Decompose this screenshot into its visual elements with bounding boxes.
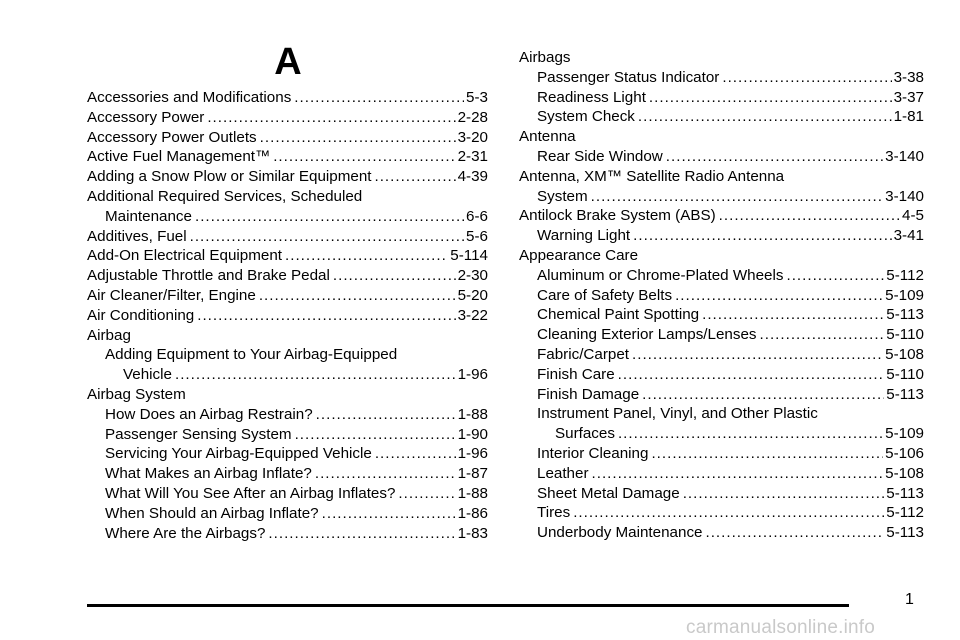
index-entry-label: What Makes an Airbag Inflate?	[105, 465, 312, 483]
index-entry-label: Accessories and Modifications	[87, 89, 292, 106]
index-entry	[87, 147, 488, 167]
dot-leader	[175, 365, 456, 385]
dot-leader	[190, 227, 464, 247]
index-entry	[519, 464, 924, 484]
index-entry	[519, 404, 924, 424]
index-entry	[87, 286, 488, 306]
index-entry	[87, 246, 488, 266]
index-entry	[87, 464, 488, 484]
index-entry-page: 5-3	[466, 89, 488, 106]
index-entry	[519, 286, 924, 306]
index-entry-label: Warning Light	[537, 227, 631, 245]
dot-leader	[632, 345, 883, 365]
dot-leader	[195, 207, 464, 227]
index-entry	[519, 206, 924, 226]
index-entry-label: Readiness Light	[537, 88, 646, 106]
index-entry	[519, 503, 924, 523]
index-entry-page: 3-22	[457, 306, 488, 324]
page-number: 1	[905, 591, 914, 608]
index-entry-page: 1-88	[457, 484, 488, 502]
index-entry-page: 2-30	[457, 267, 488, 285]
index-entry-page: 5-112	[886, 504, 924, 522]
dot-leader	[591, 187, 884, 207]
dot-leader	[592, 464, 884, 484]
dot-leader	[315, 464, 456, 484]
index-entry	[519, 107, 924, 127]
dot-leader	[573, 503, 884, 523]
dot-leader	[207, 108, 455, 128]
index-entry	[519, 88, 924, 108]
dot-leader	[719, 206, 900, 226]
index-entry-label: Sheet Metal Damage	[537, 484, 680, 502]
index-entry	[87, 345, 488, 365]
footer-rule	[87, 604, 849, 607]
index-entry	[87, 88, 488, 108]
index-entry-label: Add-On Electrical Equipment	[87, 247, 282, 265]
index-column-left	[87, 88, 488, 543]
index-entry-label: Maintenance	[105, 207, 192, 225]
dot-leader	[197, 306, 455, 326]
index-entry-label: Active Fuel Management™	[87, 148, 271, 166]
dot-leader	[618, 424, 883, 444]
index-entry	[87, 266, 488, 286]
index-entry-page: 5-110	[886, 365, 924, 383]
dot-leader	[398, 484, 455, 504]
index-entry-label: Air Conditioning	[87, 306, 195, 324]
index-entry-page: 3-20	[457, 128, 488, 146]
index-entry-page: 1-96	[457, 445, 488, 463]
index-entry	[87, 207, 488, 227]
index-entry	[519, 305, 924, 325]
index-entry-page: 3-41	[893, 227, 924, 245]
dot-leader	[642, 385, 884, 405]
index-entry-page: 1-90	[457, 425, 488, 443]
index-section-letter: A	[274, 41, 302, 83]
index-entry	[519, 365, 924, 385]
index-entry-page: 1-87	[457, 465, 488, 483]
index-entry	[519, 246, 924, 266]
dot-leader	[322, 504, 456, 524]
dot-leader	[295, 425, 456, 445]
index-entry	[519, 187, 924, 207]
index-entry	[519, 444, 924, 464]
index-entry-label: Finish Damage	[537, 385, 640, 403]
index-entry-page: 4-39	[457, 168, 488, 186]
index-entry-page: 5-108	[885, 464, 924, 482]
dot-leader	[374, 167, 455, 187]
dot-leader	[705, 523, 884, 543]
index-entry-page: 3-38	[893, 68, 924, 86]
index-entry-label: Servicing Your Airbag-Equipped Vehicle	[105, 445, 372, 463]
index-entry-label: Accessory Power	[87, 108, 205, 126]
index-entry	[519, 325, 924, 345]
index-entry-label: When Should an Airbag Inflate?	[105, 504, 319, 522]
index-entry	[87, 167, 488, 187]
index-entry-label: Cleaning Exterior Lamps/Lenses	[537, 326, 757, 344]
index-entry-label: Adding a Snow Plow or Similar Equipment	[87, 168, 372, 186]
index-entry-label: System	[537, 187, 588, 205]
index-entry-label: Antenna	[519, 128, 576, 146]
index-entry	[87, 524, 488, 544]
index-entry	[519, 127, 924, 147]
index-entry	[519, 48, 924, 68]
index-entry-page: 5-109	[885, 425, 924, 443]
index-entry	[519, 226, 924, 246]
index-entry	[87, 306, 488, 326]
index-entry-label: Airbag	[87, 326, 131, 344]
index-entry-page: 6-6	[466, 207, 488, 225]
dot-leader	[649, 88, 892, 108]
index-entry-label: System Check	[537, 108, 635, 126]
index-entry-label: Adjustable Throttle and Brake Pedal	[87, 267, 330, 285]
index-entry-page: 2-31	[457, 148, 488, 166]
index-entry-label: Passenger Status Indicator	[537, 68, 720, 86]
index-entry-label: Aluminum or Chrome-Plated Wheels	[537, 266, 784, 284]
index-entry-label: Rear Side Window	[537, 147, 663, 165]
index-entry-label: What Will You See After an Airbag Inflates?	[105, 484, 396, 502]
index-entry-label: Chemical Paint Spotting	[537, 306, 700, 324]
dot-leader	[294, 88, 464, 108]
dot-leader	[618, 365, 885, 385]
index-entry-page: 2-28	[457, 108, 488, 126]
index-entry-label: Additional Required Services, Scheduled	[87, 187, 363, 205]
index-entry-label: Appearance Care	[519, 246, 639, 264]
index-entry-label: Surfaces	[555, 425, 615, 443]
dot-leader	[786, 266, 884, 286]
dot-leader	[638, 107, 892, 127]
index-entry	[519, 147, 924, 167]
index-entry-page: 3-37	[893, 88, 924, 106]
index-entry-page: 5-110	[886, 326, 924, 344]
index-entry-label: How Does an Airbag Restrain?	[105, 405, 313, 423]
index-entry	[87, 227, 488, 247]
index-entry-page: 5-6	[466, 227, 488, 245]
dot-leader	[683, 484, 885, 504]
index-entry-page: 5-112	[886, 266, 924, 284]
dot-leader	[666, 147, 883, 167]
index-entry	[519, 167, 924, 187]
index-entry-page: 1-88	[457, 405, 488, 423]
index-entry-page: 5-106	[885, 444, 924, 462]
index-entry-label: Instrument Panel, Vinyl, and Other Plastic	[537, 405, 818, 423]
dot-leader	[702, 305, 884, 325]
index-entry-page: 5-113	[886, 385, 924, 403]
dot-leader	[259, 286, 456, 306]
index-entry-label: Fabric/Carpet	[537, 345, 630, 363]
index-entry-label: Underbody Maintenance	[537, 524, 703, 542]
index-entry-label: Airbags	[519, 49, 571, 66]
index-entry-page: 5-20	[457, 286, 488, 304]
index-column-right	[519, 48, 924, 543]
index-entry-label: Additives, Fuel	[87, 227, 187, 245]
index-entry-label: Finish Care	[537, 365, 615, 383]
index-entry	[87, 504, 488, 524]
dot-leader	[273, 147, 455, 167]
index-entry	[87, 365, 488, 385]
dot-leader	[285, 246, 448, 266]
index-entry-label: Accessory Power Outlets	[87, 128, 257, 146]
watermark-link[interactable]: carmanualsonline.info	[686, 617, 876, 638]
index-entry-page: 5-109	[885, 286, 924, 304]
index-entry	[519, 68, 924, 88]
index-entry-page: 4-5	[902, 207, 924, 225]
index-entry-page: 1-83	[457, 524, 488, 542]
index-entry	[519, 266, 924, 286]
index-entry-label: Passenger Sensing System	[105, 425, 292, 443]
index-entry-page: 5-113	[886, 306, 924, 324]
dot-leader	[375, 444, 456, 464]
index-entry-label: Antilock Brake System (ABS)	[519, 207, 716, 225]
index-entry-label: Care of Safety Belts	[537, 286, 673, 304]
dot-leader	[316, 405, 456, 425]
dot-leader	[268, 524, 455, 544]
dot-leader	[722, 68, 891, 88]
index-entry-label: Antenna, XM™ Satellite Radio Antenna	[519, 167, 785, 185]
index-entry-label: Where Are the Airbags?	[105, 524, 266, 542]
index-entry-page: 1-96	[457, 366, 488, 384]
index-entry-label: Air Cleaner/Filter, Engine	[87, 286, 256, 304]
index-entry-page: 5-113	[886, 484, 924, 502]
index-entry	[87, 187, 488, 207]
dot-leader	[633, 226, 891, 246]
index-entry-page: 5-113	[886, 524, 924, 542]
index-entry-label: Tires	[537, 504, 571, 522]
index-entry	[519, 424, 924, 444]
index-entry	[519, 523, 924, 543]
index-entry-label: Leather	[537, 464, 589, 482]
index-entry	[87, 385, 488, 405]
index-entry-page: 1-86	[457, 504, 488, 522]
index-entry-page: 5-114	[450, 247, 488, 265]
index-entry	[87, 128, 488, 148]
index-entry	[87, 425, 488, 445]
index-entry	[87, 484, 488, 504]
index-entry-label: Adding Equipment to Your Airbag-Equipped	[105, 346, 398, 364]
dot-leader	[675, 286, 883, 306]
index-entry-page: 3-140	[885, 147, 924, 165]
index-entry-label: Interior Cleaning	[537, 444, 649, 462]
index-entry-page: 5-108	[885, 345, 924, 363]
dot-leader	[651, 444, 883, 464]
dot-leader	[760, 325, 885, 345]
index-entry-label: Vehicle	[123, 366, 172, 384]
index-entry	[87, 108, 488, 128]
index-entry	[87, 326, 488, 346]
index-entry	[519, 385, 924, 405]
index-entry	[87, 405, 488, 425]
index-entry-label: Airbag System	[87, 385, 186, 403]
index-entry-page: 3-140	[885, 187, 924, 205]
dot-leader	[260, 128, 456, 148]
index-entry	[519, 345, 924, 365]
dot-leader	[333, 266, 456, 286]
index-entry	[519, 484, 924, 504]
index-entry	[87, 444, 488, 464]
index-entry-page: 1-81	[893, 108, 924, 126]
